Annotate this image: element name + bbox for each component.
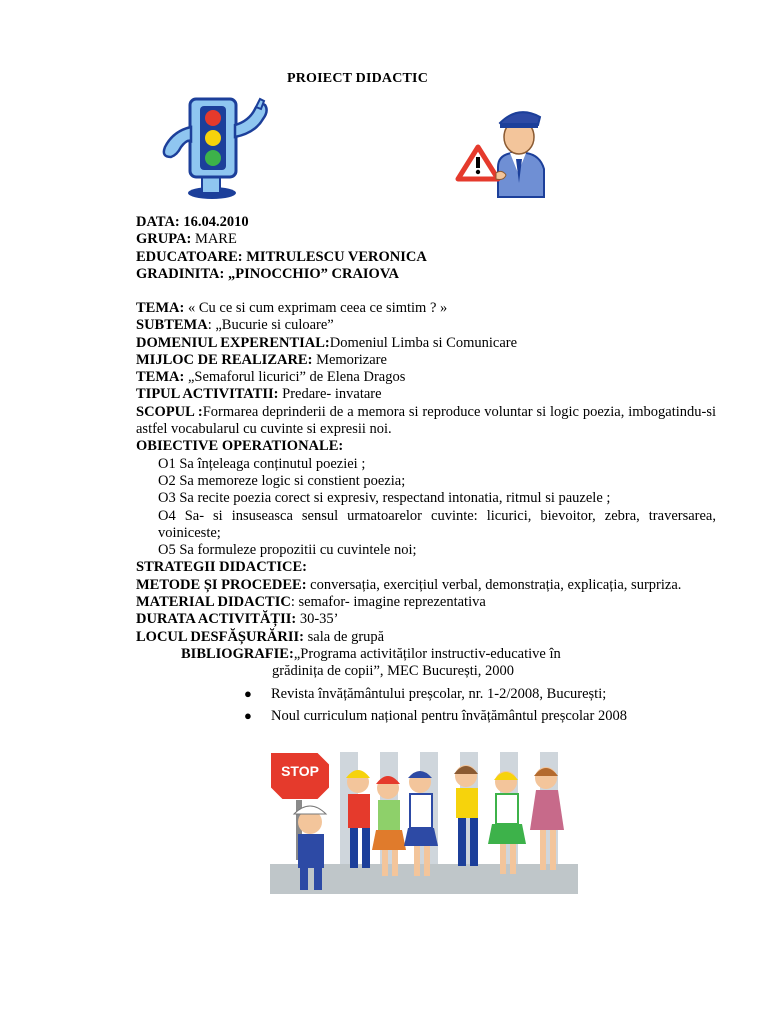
location-value: sala de grupă (304, 628, 385, 645)
date-value: 16.04.2010 (179, 214, 249, 230)
bullet-icon: ● (244, 708, 252, 723)
bullet-icon: ● (244, 686, 252, 701)
bibliography-bullets (244, 683, 627, 727)
means-value: Memorizare (312, 351, 387, 368)
location-row (136, 629, 716, 646)
strategies-heading: STRATEGII DIDACTICE: (136, 559, 307, 576)
poem-theme-value: „Semaforul licurici” de Elena Dragos (184, 369, 406, 386)
duration-value: 30-35’ (296, 611, 339, 628)
subtheme-row (136, 317, 716, 334)
kindergarten-label: GRADINITA: (136, 265, 225, 282)
theme-label: TEMA: (136, 300, 185, 316)
objective-item: O3 Sa recite poezia corect si expresiv, respectand intonatia, ritmul si pauzele ; (158, 490, 611, 507)
activity-type-value: Predare- invatare (278, 386, 382, 403)
duration-label: DURATA ACTIVITĂȚII: (136, 611, 297, 628)
location-label: LOCUL DESFĂȘURĂRII: (136, 628, 304, 645)
bibliography-first-line: „Programa activităților instructiv-educative în (293, 646, 561, 662)
theme-row (136, 300, 716, 317)
objective-item: O4 Sa- si insuseasca sensul urmatoarelor cuvinte: licurici, bievoitor, zebra, traversarea, voiniceste; (158, 507, 716, 541)
bibliography-label: BIBLIOGRAFIE: (181, 646, 294, 662)
methods-label: METODE ȘI PROCEDEE: (136, 576, 307, 593)
stop-sign-text: STOP (281, 763, 319, 779)
children-crossing-image (270, 752, 578, 894)
purpose-paragraph (136, 404, 716, 439)
purpose-label: SCOPUL : (136, 403, 203, 420)
teacher-label: EDUCATOARE: (136, 248, 243, 265)
methods-row (136, 577, 716, 594)
duration-row (136, 611, 716, 628)
poem-theme-label: TEMA: (136, 369, 185, 386)
subtheme-value: : „Bucurie si culoare” (207, 317, 334, 334)
domain-value: Domeniul Limba si Comunicare (329, 334, 518, 351)
teacher-value: MITRULESCU VERONICA (242, 248, 427, 265)
date-label: DATA: (136, 214, 180, 230)
group-value: MARE (191, 231, 237, 248)
methods-value: conversația, exercițiul verbal, demonstrația, explicația, surpriza. (306, 576, 682, 593)
means-label: MIJLOC DE REALIZARE: (136, 351, 313, 368)
group-label: GRUPA: (136, 231, 192, 248)
means-row (136, 352, 716, 369)
subtheme-label: SUBTEMA (136, 317, 208, 334)
theme-value: « Cu ce si cum exprimam ceea ce simtim ? » (184, 300, 448, 316)
material-label: MATERIAL DIDACTIC (136, 594, 291, 611)
purpose-value: Formarea deprinderii de a memora si reproduce voluntar si logic poezia, imbogatindu-si astfel vocabularul cu cuvinte si expresii noi. (136, 403, 716, 438)
objectives-heading: OBIECTIVE OPERATIONALE: (136, 438, 344, 455)
objective-item: O2 Sa memoreze logic si constient poezia; (158, 472, 406, 489)
objectives-list (136, 456, 716, 560)
traffic-light-icon (152, 97, 270, 203)
domain-label: DOMENIUL EXPERENTIAL: (136, 334, 330, 351)
poem-theme-row (136, 369, 716, 386)
page-title: PROIECT DIDACTIC (287, 71, 429, 86)
teacher-row (136, 249, 716, 266)
objective-item: O5 Sa formuleze propozitii cu cuvintele noi; (158, 542, 417, 559)
material-row (136, 594, 716, 611)
material-value: : semafor- imagine reprezentativa (290, 594, 486, 611)
kindergarten-value: „PINOCCHIO” CRAIOVA (224, 265, 399, 282)
group-row (136, 231, 716, 248)
bibliography-first-cont: grădinița de copii”, MEC București, 2000 (272, 663, 515, 680)
kindergarten-row (136, 266, 716, 283)
activity-type-label: TIPUL ACTIVITATII: (136, 386, 279, 403)
bibliography (181, 646, 701, 681)
activity-type-row (136, 386, 716, 403)
objective-item: O1 Sa înțeleaga conținutul poeziei ; (158, 455, 366, 472)
bibliography-item: ● Noul curriculum național pentru învățământul preșcolar 2008 (244, 705, 627, 727)
date-row (136, 214, 716, 231)
policeman-warning-icon (452, 103, 552, 199)
bibliography-item: ● Revista învățământului preșcolar, nr. 1-2/2008, București; (244, 683, 627, 705)
domain-row (136, 335, 716, 352)
